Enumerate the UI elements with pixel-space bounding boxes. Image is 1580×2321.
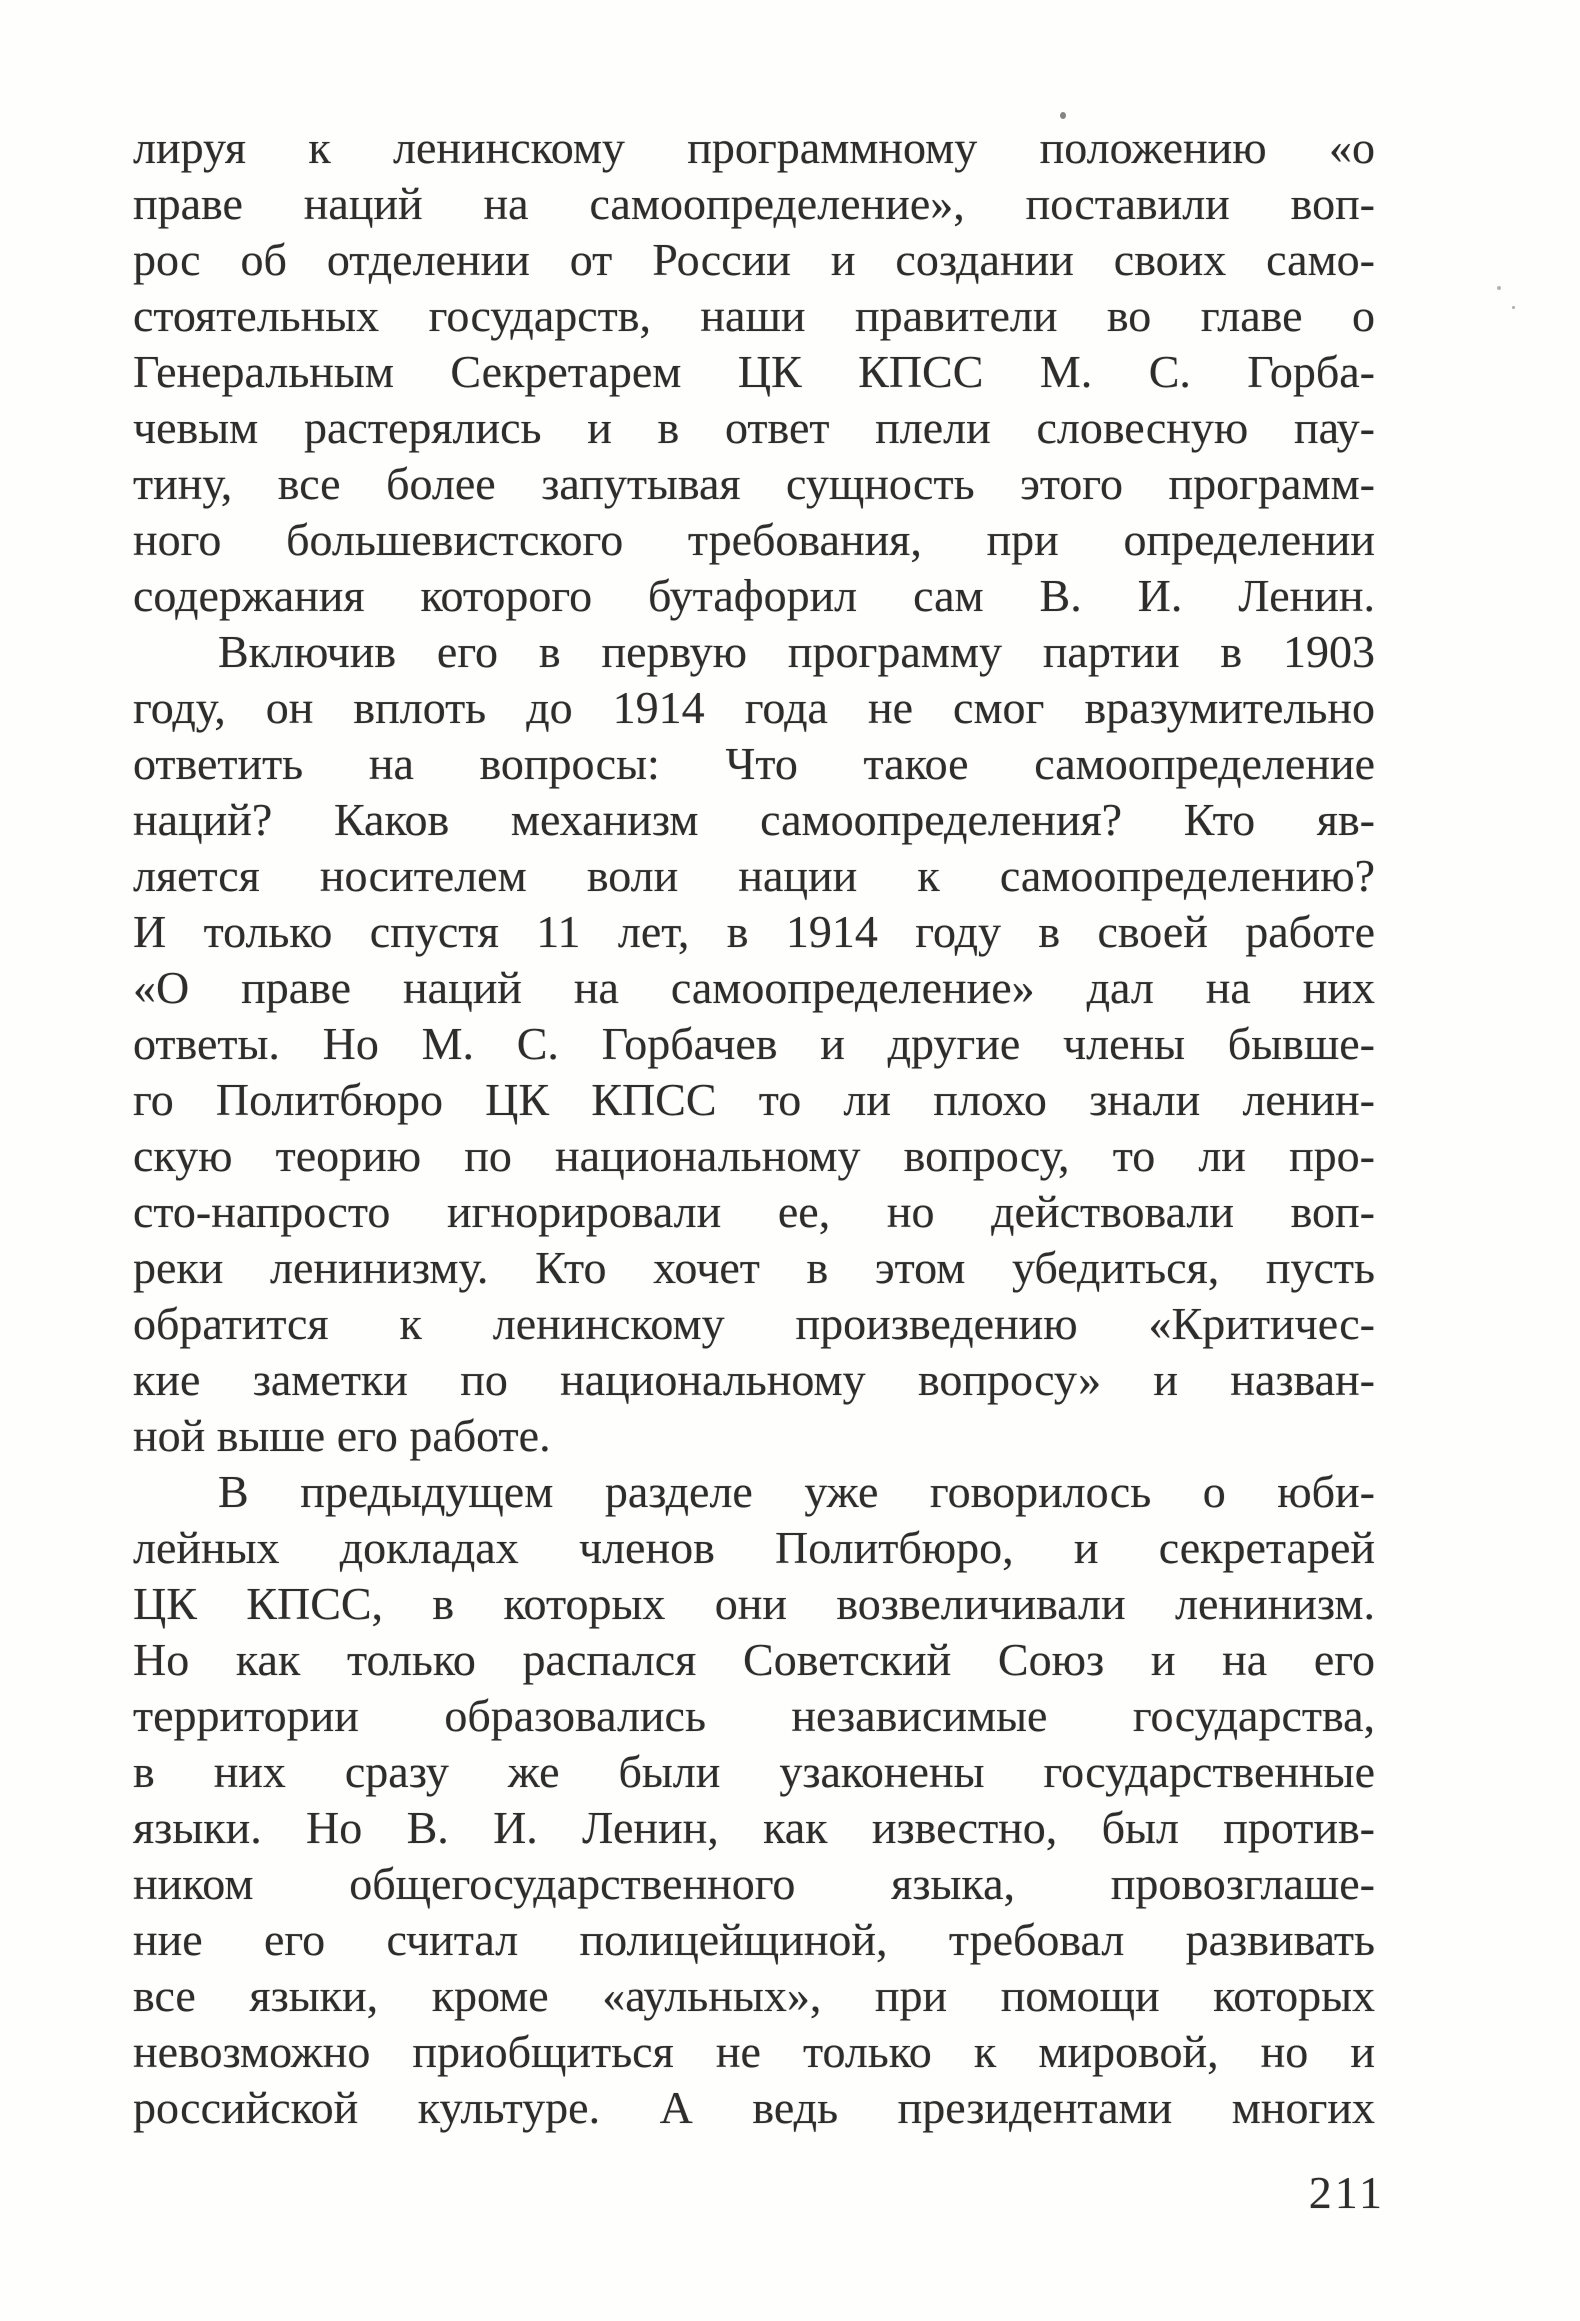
text-line: лируя к ленинскому программному положению «о [133, 122, 1375, 173]
scan-speck [1060, 112, 1066, 119]
text-line: содержания которого бутафорил сам В. И. Ленин. [133, 570, 1375, 621]
page-text [133, 120, 1375, 2136]
text-line: ного большевистского требования, при определении [133, 514, 1375, 565]
text-line: праве наций на самоопределение», поставили воп- [133, 178, 1375, 229]
text-line: ляется носителем воли нации к самоопределению? [133, 850, 1375, 901]
scan-speck [1497, 286, 1501, 290]
text-line: ником общегосударственного языка, провозглаше- [133, 1858, 1375, 1909]
text-line: тину, все более запутывая сущность этого программ- [133, 458, 1375, 509]
text-line: Включив его в первую программу партии в 1903 [218, 626, 1375, 677]
text-line: году, он вплоть до 1914 года не смог вразумительно [133, 682, 1375, 733]
text-line: языки. Но В. И. Ленин, как известно, был против- [133, 1802, 1375, 1853]
text-line: го Политбюро ЦК КПСС то ли плохо знали ленин- [133, 1074, 1375, 1125]
text-line: ответить на вопросы: Что такое самоопределение [133, 738, 1375, 789]
text-line: реки ленинизму. Кто хочет в этом убедиться, пусть [133, 1242, 1375, 1293]
text-line: ответы. Но М. С. Горбачев и другие члены бывше- [133, 1018, 1375, 1069]
text-line: лейных докладах членов Политбюро, и секретарей [133, 1522, 1375, 1573]
text-line: ние его считал полицейщиной, требовал развивать [133, 1914, 1375, 1965]
text-line: И только спустя 11 лет, в 1914 году в своей работе [133, 906, 1375, 957]
text-line: кие заметки по национальному вопросу» и назван- [133, 1354, 1375, 1405]
text-line: обратится к ленинскому произведению «Критичес- [133, 1298, 1375, 1349]
text-line: ЦК КПСС, в которых они возвеличивали ленинизм. [133, 1578, 1375, 1629]
scan-speck [1512, 306, 1515, 309]
text-line: невозможно приобщиться не только к мировой, но и [133, 2026, 1375, 2077]
text-line: наций? Каков механизм самоопределения? Кто яв- [133, 794, 1375, 845]
text-line: сто-напросто игнорировали ее, но действовали воп- [133, 1186, 1375, 1237]
text-line: российской культуре. А ведь президентами многих [133, 2082, 1375, 2133]
text-line: скую теорию по национальному вопросу, то ли про- [133, 1130, 1375, 1181]
text-line: Генеральным Секретарем ЦК КПСС М. С. Горба- [133, 346, 1375, 397]
page-number: 211 [1308, 2167, 1385, 2218]
text-line: рос об отделении от России и создании своих само- [133, 234, 1375, 285]
text-line: «О праве наций на самоопределение» дал на них [133, 962, 1375, 1013]
text-line: стоятельных государств, наши правители во главе о [133, 290, 1375, 341]
text-line: все языки, кроме «аульных», при помощи которых [133, 1970, 1375, 2021]
text-line: в них сразу же были узаконены государственные [133, 1746, 1375, 1797]
text-line: Но как только распался Советский Союз и на его [133, 1634, 1375, 1685]
text-line: территории образовались независимые государства, [133, 1690, 1375, 1741]
text-line: ной выше его работе. [133, 1410, 551, 1461]
text-line: чевым растерялись и в ответ плели словесную пау- [133, 402, 1375, 453]
text-line: В предыдущем разделе уже говорилось о юби- [218, 1466, 1375, 1517]
